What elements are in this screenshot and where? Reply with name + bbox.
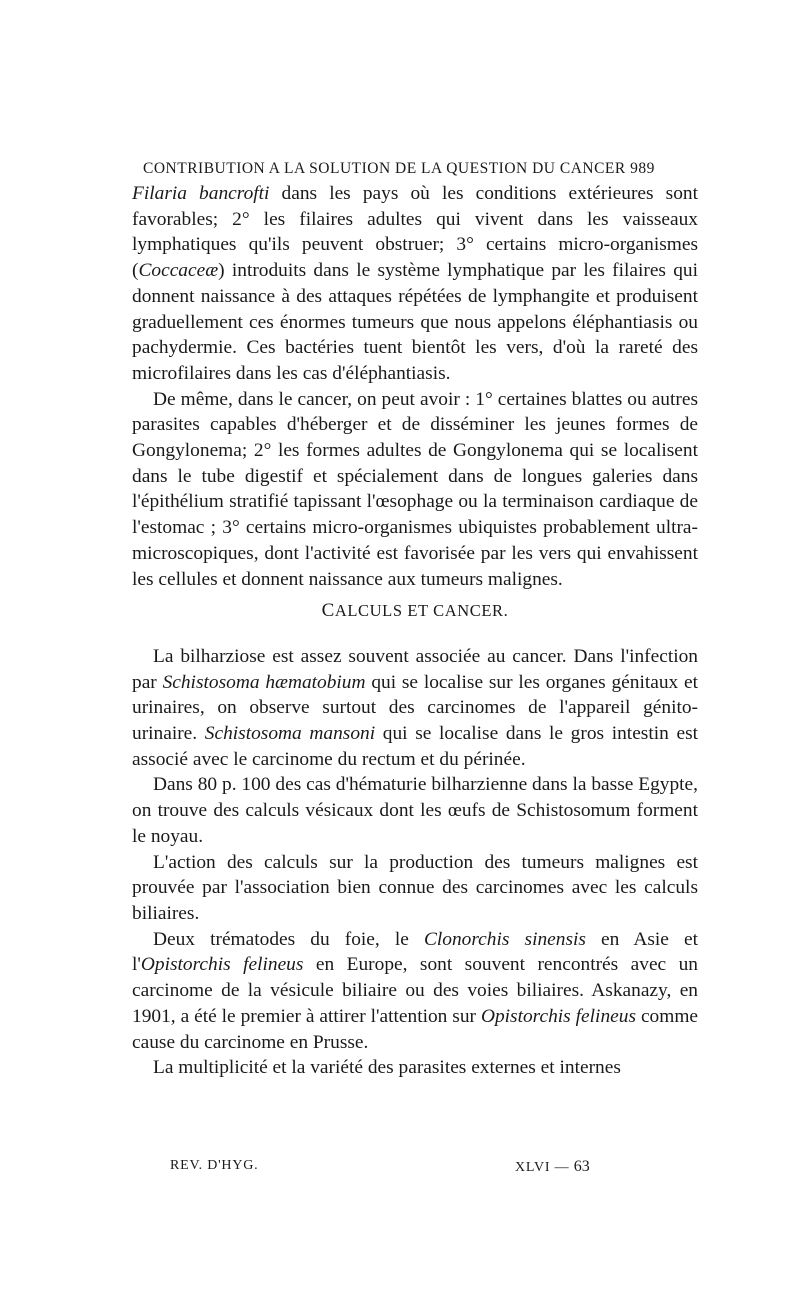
paragraph-bilharziose: La bilharziose est assez souvent associée au cancer. Dans l'infection par Schistosoma hæmatobium qui se localise sur les organes génitaux et urinaires, on observe surtout des carcinomes de l'appareil génito-urinaire. Schistosoma mansoni qui se localise dans le gros intestin est associé avec le carcinome du rectum et du périnée.: [132, 645, 699, 770]
section-title: CALCULS ET CANCER.: [321, 600, 509, 622]
paragraph-multiplicite: La multiplicité et la variété des parasites externes et internes: [153, 1057, 621, 1079]
paragraph-filaria: Filaria bancrofti dans les pays où les conditions extérieures sont favorables; 2° les filaires adultes qui vivent dans les vaisseaux lymphatiques qu'ils peuvent obstruer; 3° certains micro-organismes (Coccaceæ) introduits dans le système lymphatique par les filaires qui donnent naissance à des attaques répétées de lymphangite et produisent graduellement ces énormes tumeurs que nous appelons éléphantiasis ou pachydermie. Ces bactéries tuent bientôt les vers, d'où la rareté des microfilaires dans les cas d'éléphantiasis.: [132, 183, 698, 384]
italic-term: Schistosoma hæmatobium: [162, 671, 366, 693]
sheet-number: 63: [573, 1158, 590, 1175]
italic-term: Opistorchis felineus: [480, 1005, 636, 1027]
body-text: [132, 181, 698, 1081]
italic-term: Coccaceæ: [138, 260, 219, 282]
volume-number: XLVI: [515, 1160, 551, 1175]
paragraph-cancer-analogy: De même, dans le cancer, on peut avoir : 1° certaines blattes ou autres parasites capables d'héberger et de disséminer les jeunes formes de Gongylonema; 2° les formes adultes de Gongylonema qui se localisent dans le tube digestif et spécialement dans de longues galeries dans l'épithélium stratifié tapissant l'œsophage ou la terminaison cardiaque de l'estomac ; 3° certains micro-organismes ubiquistes probablement ultra-microscopiques, dont l'activité est favorisée par les vers qui envahissent les cellules et donnent naissance aux tumeurs malignes.: [132, 388, 698, 590]
paragraph-calculs: L'action des calculs sur la production des tumeurs malignes est prouvée par l'association bien connue des carcinomes avec les calculs biliaires.: [132, 851, 698, 924]
signature-mark: XLVI — 63: [515, 1158, 590, 1175]
paragraph-trematodes: Deux trématodes du foie, le Clonorchis sinensis en Asie et l'Opistorchis felineus en Europe, sont souvent rencontrés avec un carcinome de la vésicule biliaire ou des voies biliaires. Askanazy, en 1901, a été le premier à attirer l'attention sur Opistorchis felineus comme cause du carcinome en Prusse.: [132, 928, 699, 1053]
journal-abbrev: REV. D'HYG.: [170, 1158, 259, 1173]
page-number: 989: [630, 160, 655, 177]
italic-term: Clonorchis sinensis: [423, 928, 586, 950]
paragraph-hematurie: Dans 80 p. 100 des cas d'hématurie bilharzienne dans la basse Egypte, on trouve des calculs vésicaux dont les œufs de Schistosomum forment le noyau.: [132, 774, 698, 847]
italic-term: Opistorchis felineus: [140, 954, 304, 976]
italic-term: Filaria bancrofti: [132, 183, 270, 204]
running-header: [143, 160, 673, 178]
italic-term: Schistosoma mansoni: [204, 723, 376, 745]
running-title: CONTRIBUTION A LA SOLUTION DE LA QUESTION DU CANCER: [143, 160, 626, 177]
